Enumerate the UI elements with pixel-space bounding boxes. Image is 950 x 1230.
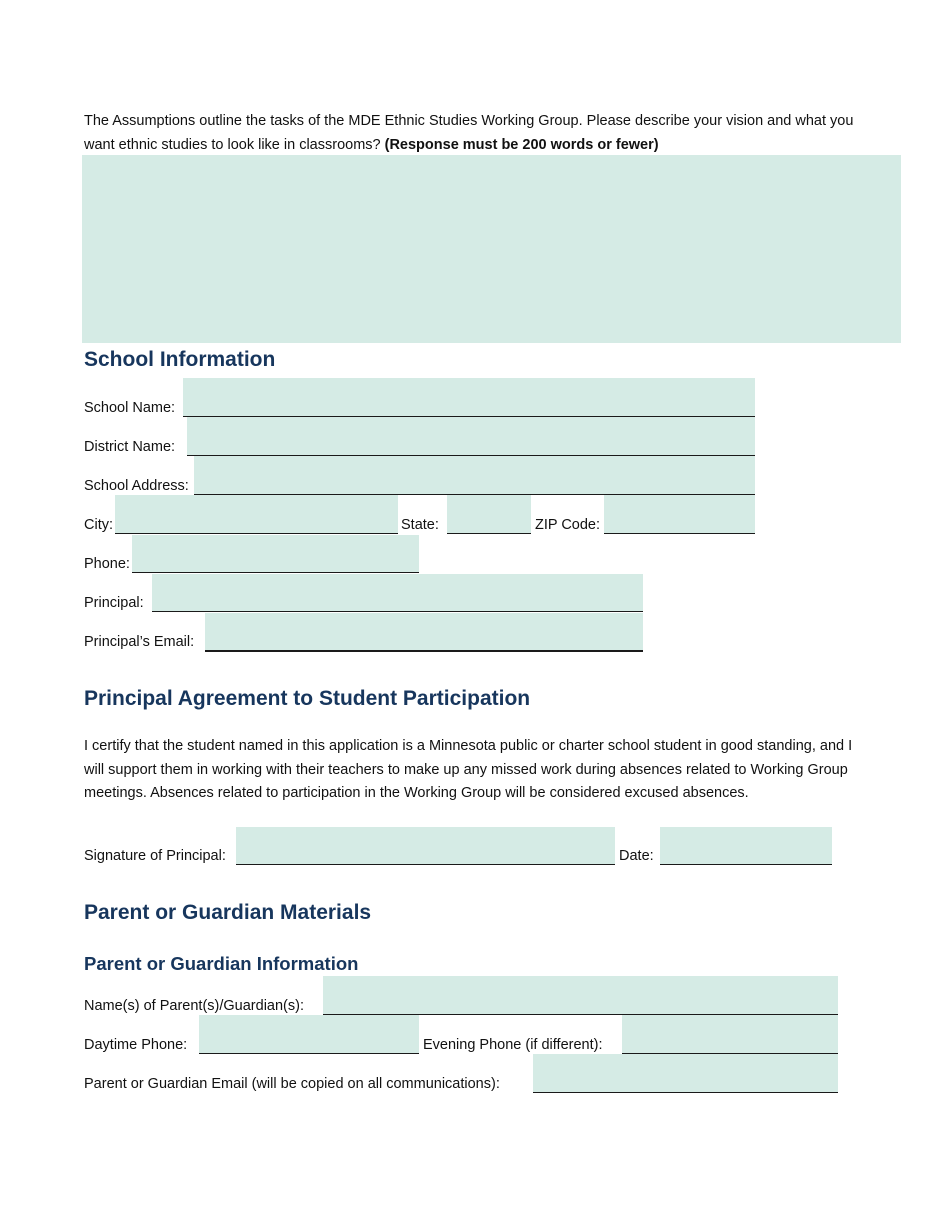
word-limit-note: (Response must be 200 words or fewer) xyxy=(384,136,659,153)
principal-email-label: Principal’s Email: xyxy=(84,634,195,650)
school-address-label: School Address: xyxy=(84,478,189,494)
daytime-phone-field[interactable] xyxy=(199,1015,419,1054)
state-field[interactable] xyxy=(447,495,531,534)
date-label: Date: xyxy=(619,848,654,864)
school-address-field[interactable] xyxy=(194,456,755,495)
signature-field[interactable] xyxy=(236,827,615,865)
parent-names-field[interactable] xyxy=(323,976,838,1015)
parent-info-subheading: Parent or Guardian Information xyxy=(84,953,359,974)
vision-question xyxy=(84,110,854,157)
agreement-text: I certify that the student named in this application is a Minnesota public or charter school student in good standing, and I will support them in working with their teachers to make up any missed work during absences related to Working Group meetings. Absences related to participation in the Working Group will be considered excused absences. xyxy=(84,738,853,801)
district-name-label: District Name: xyxy=(84,439,176,455)
daytime-phone-label: Daytime Phone: xyxy=(84,1037,188,1053)
school-info-heading: School Information xyxy=(84,348,276,371)
parent-names-label: Name(s) of Parent(s)/Guardian(s): xyxy=(84,998,304,1014)
zip-field[interactable] xyxy=(604,495,755,534)
date-field[interactable] xyxy=(660,827,832,865)
principal-email-field[interactable] xyxy=(205,613,643,652)
school-name-field[interactable] xyxy=(183,378,755,417)
parent-email-field[interactable] xyxy=(533,1054,838,1093)
city-field[interactable] xyxy=(115,495,398,534)
city-label: City: xyxy=(84,517,113,533)
evening-phone-field[interactable] xyxy=(622,1015,838,1054)
parent-materials-heading: Parent or Guardian Materials xyxy=(84,901,372,924)
school-name-label: School Name: xyxy=(84,400,176,416)
phone-field[interactable] xyxy=(132,535,419,573)
vision-response-area[interactable] xyxy=(82,155,901,343)
phone-label: Phone: xyxy=(84,556,130,572)
vision-question-text: The Assumptions outline the tasks of the MDE Ethnic Studies Working Group. Please describe your vision and what you want ethnic studies to look like in classrooms? xyxy=(84,113,854,153)
zip-label: ZIP Code: xyxy=(535,517,601,533)
principal-label: Principal: xyxy=(84,595,144,611)
district-name-field[interactable] xyxy=(187,417,755,456)
agreement-heading: Principal Agreement to Student Participation xyxy=(84,687,531,710)
parent-email-label: Parent or Guardian Email (will be copied on all communications): xyxy=(84,1076,500,1092)
state-label: State: xyxy=(401,517,439,533)
signature-label: Signature of Principal: xyxy=(84,848,226,864)
principal-field[interactable] xyxy=(152,574,643,612)
evening-phone-label: Evening Phone (if different): xyxy=(423,1037,603,1053)
